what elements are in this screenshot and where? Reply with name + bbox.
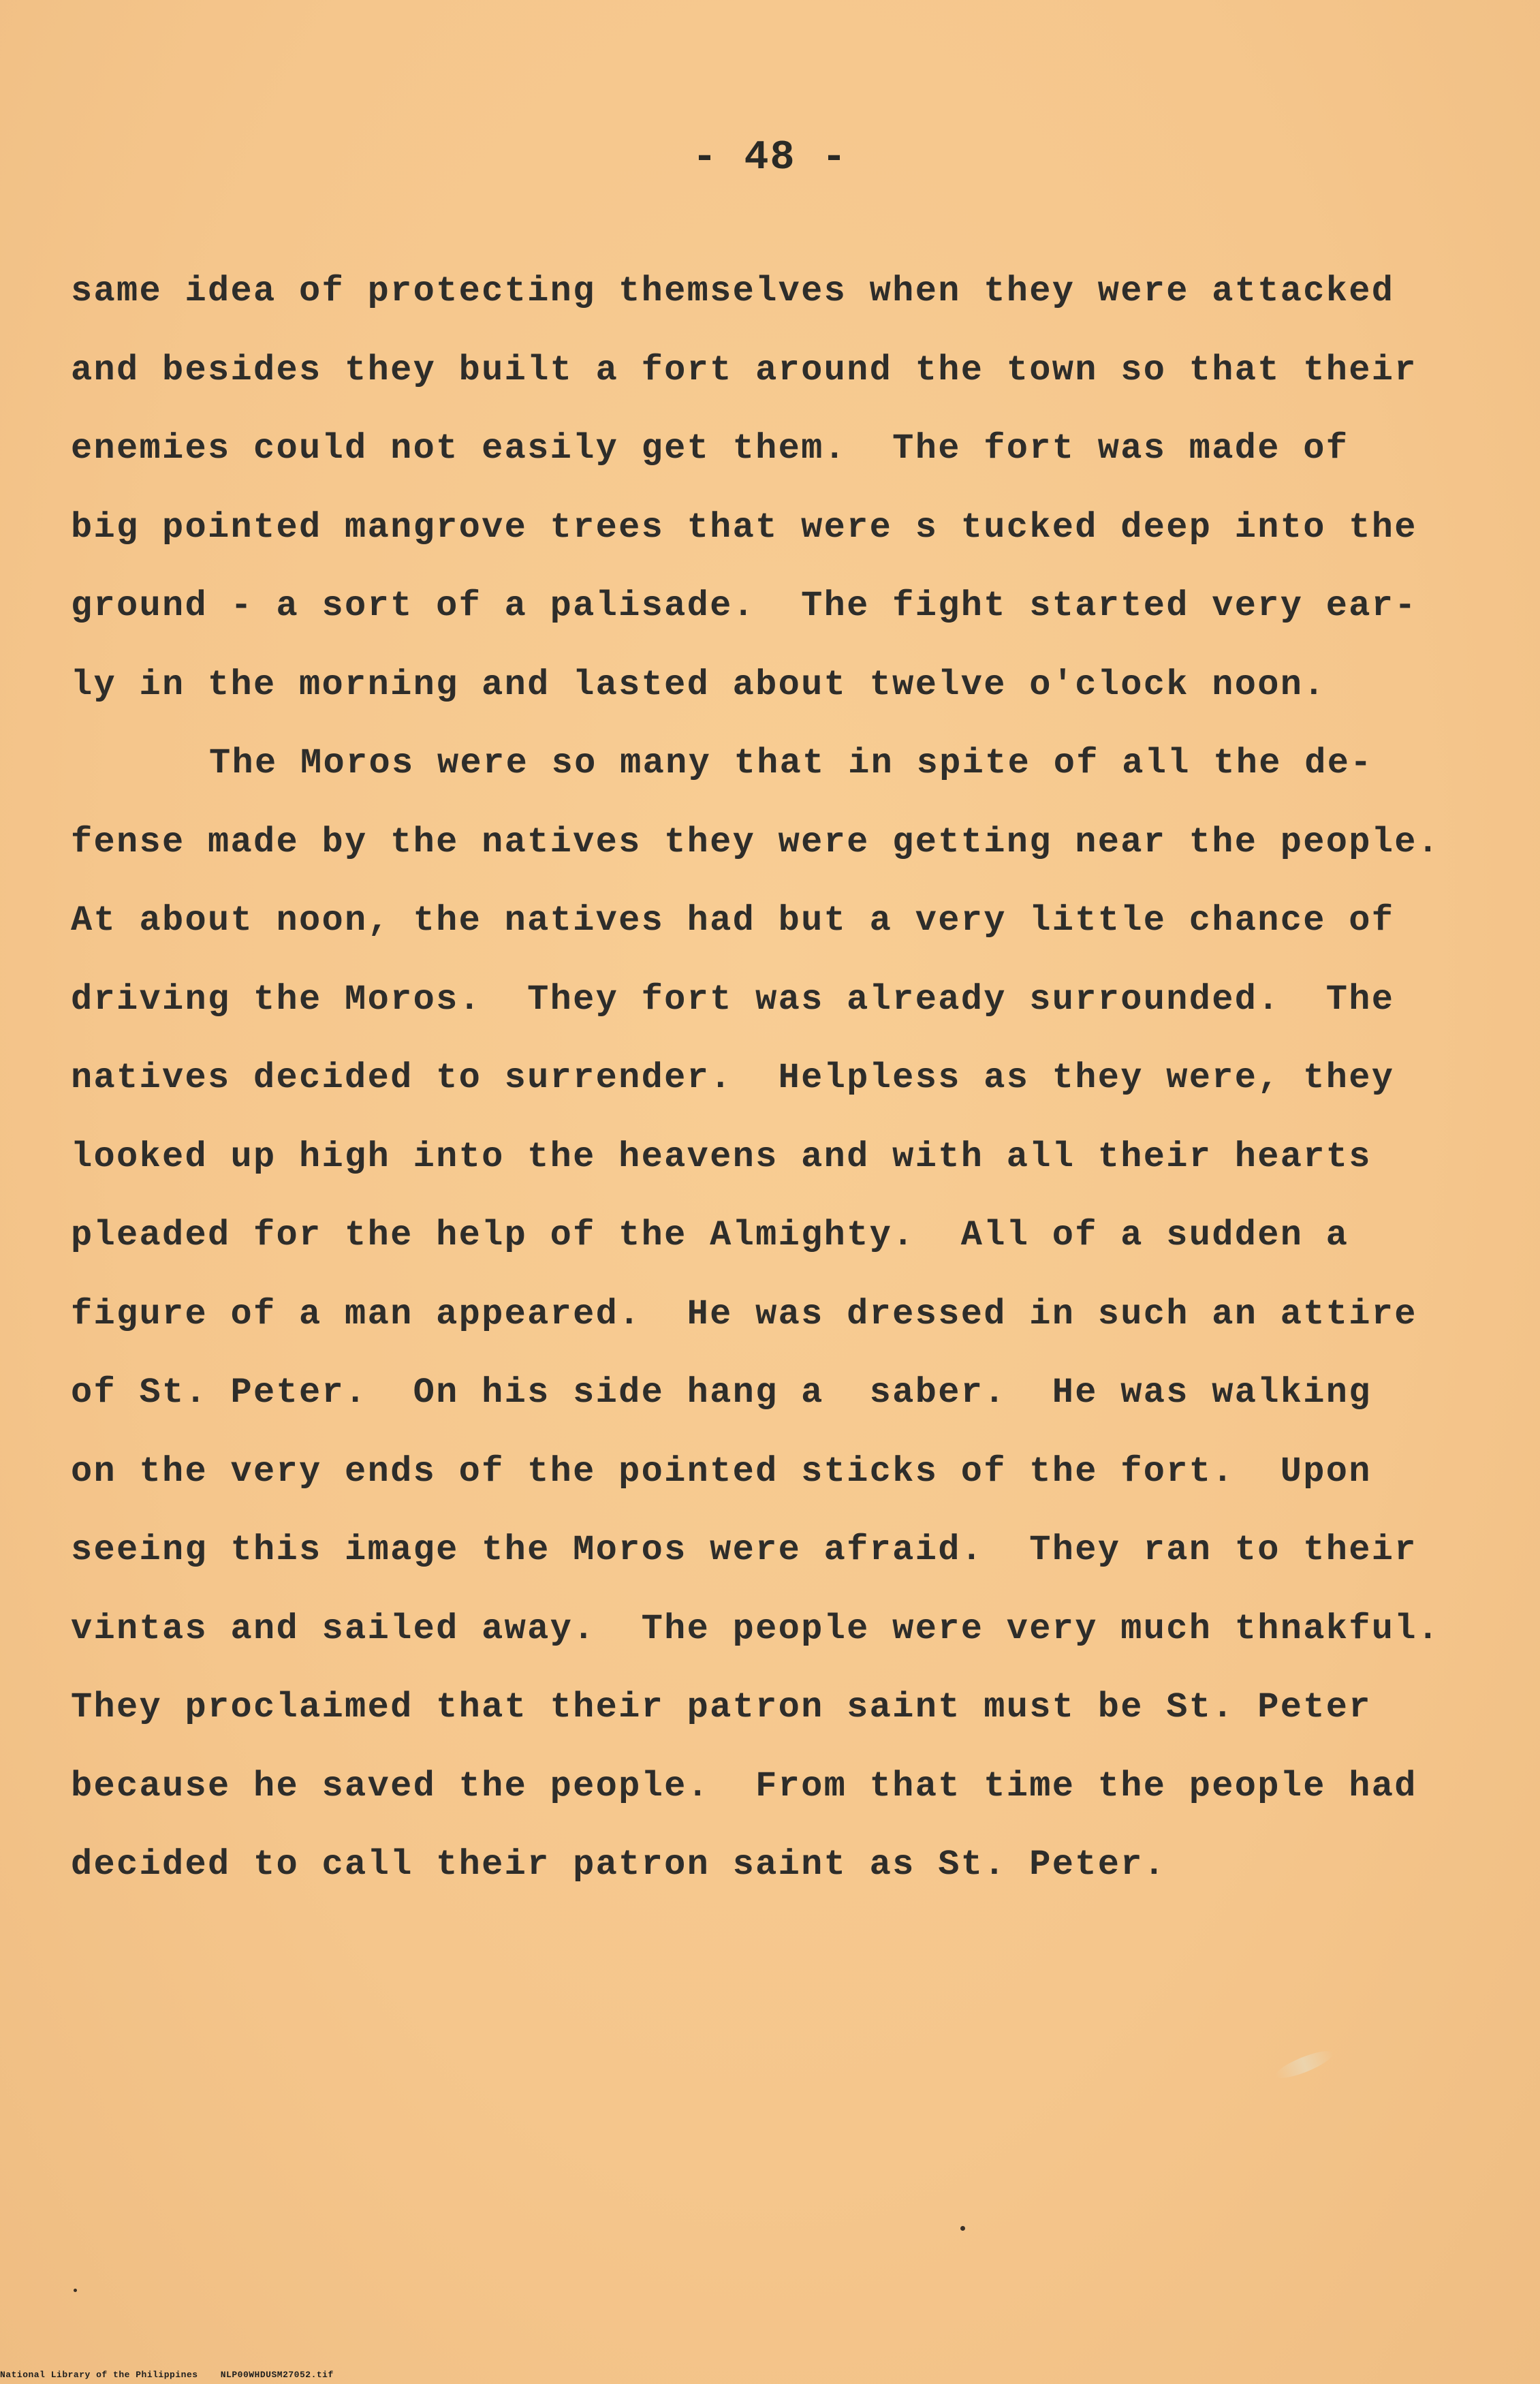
text-line: and besides they built a fort around the town so that their (71, 349, 1417, 390)
ink-speck (74, 2289, 77, 2292)
text-line: vintas and sailed away. The people were very much thnakful. (71, 1608, 1441, 1649)
text-line: driving the Moros. They fort was already surrounded. The (71, 979, 1395, 1020)
text-line: on the very ends of the pointed sticks of the fort. Upon (71, 1451, 1372, 1492)
text-line: same idea of protecting themselves when they were attacked (71, 271, 1395, 311)
text-line: fense made by the natives they were getting near the people. (71, 821, 1441, 862)
text-line: They proclaimed that their patron saint must be St. Peter (71, 1687, 1372, 1727)
paragraph-start-line: The Moros were so many that in spite of all the de- (209, 743, 1373, 783)
text-line: seeing this image the Moros were afraid. They ran to their (71, 1530, 1417, 1570)
text-line: natives decided to surrender. Helpless as they were, they (71, 1058, 1395, 1098)
text-line: At about noon, the natives had but a very little chance of (71, 900, 1395, 941)
page-number: - 48 - (692, 135, 848, 181)
text-line: looked up high into the heavens and with all their hearts (71, 1136, 1372, 1177)
text-line: pleaded for the help of the Almighty. All of a sudden a (71, 1215, 1349, 1255)
text-line: enemies could not easily get them. The fort was made of (71, 428, 1349, 469)
text-line: big pointed mangrove trees that were s tucked deep into the (71, 507, 1417, 548)
paper-stain (1273, 2046, 1336, 2083)
scan-footer-label: National Library of the Philippines NLP00WHDUSM27052.tif (0, 2370, 334, 2380)
text-line: ground - a sort of a palisade. The fight started very ear- (71, 586, 1417, 626)
text-line: decided to call their patron saint as St. Peter. (71, 1845, 1167, 1885)
typed-body-text (71, 252, 1488, 1904)
text-line: of St. Peter. On his side hang a saber. He was walking (71, 1373, 1372, 1413)
ink-speck (960, 2226, 965, 2231)
text-line: because he saved the people. From that time the people had (71, 1766, 1417, 1806)
text-line: figure of a man appeared. He was dressed in such an attire (71, 1293, 1417, 1334)
text-line: ly in the morning and lasted about twelve o'clock noon. (71, 664, 1326, 705)
